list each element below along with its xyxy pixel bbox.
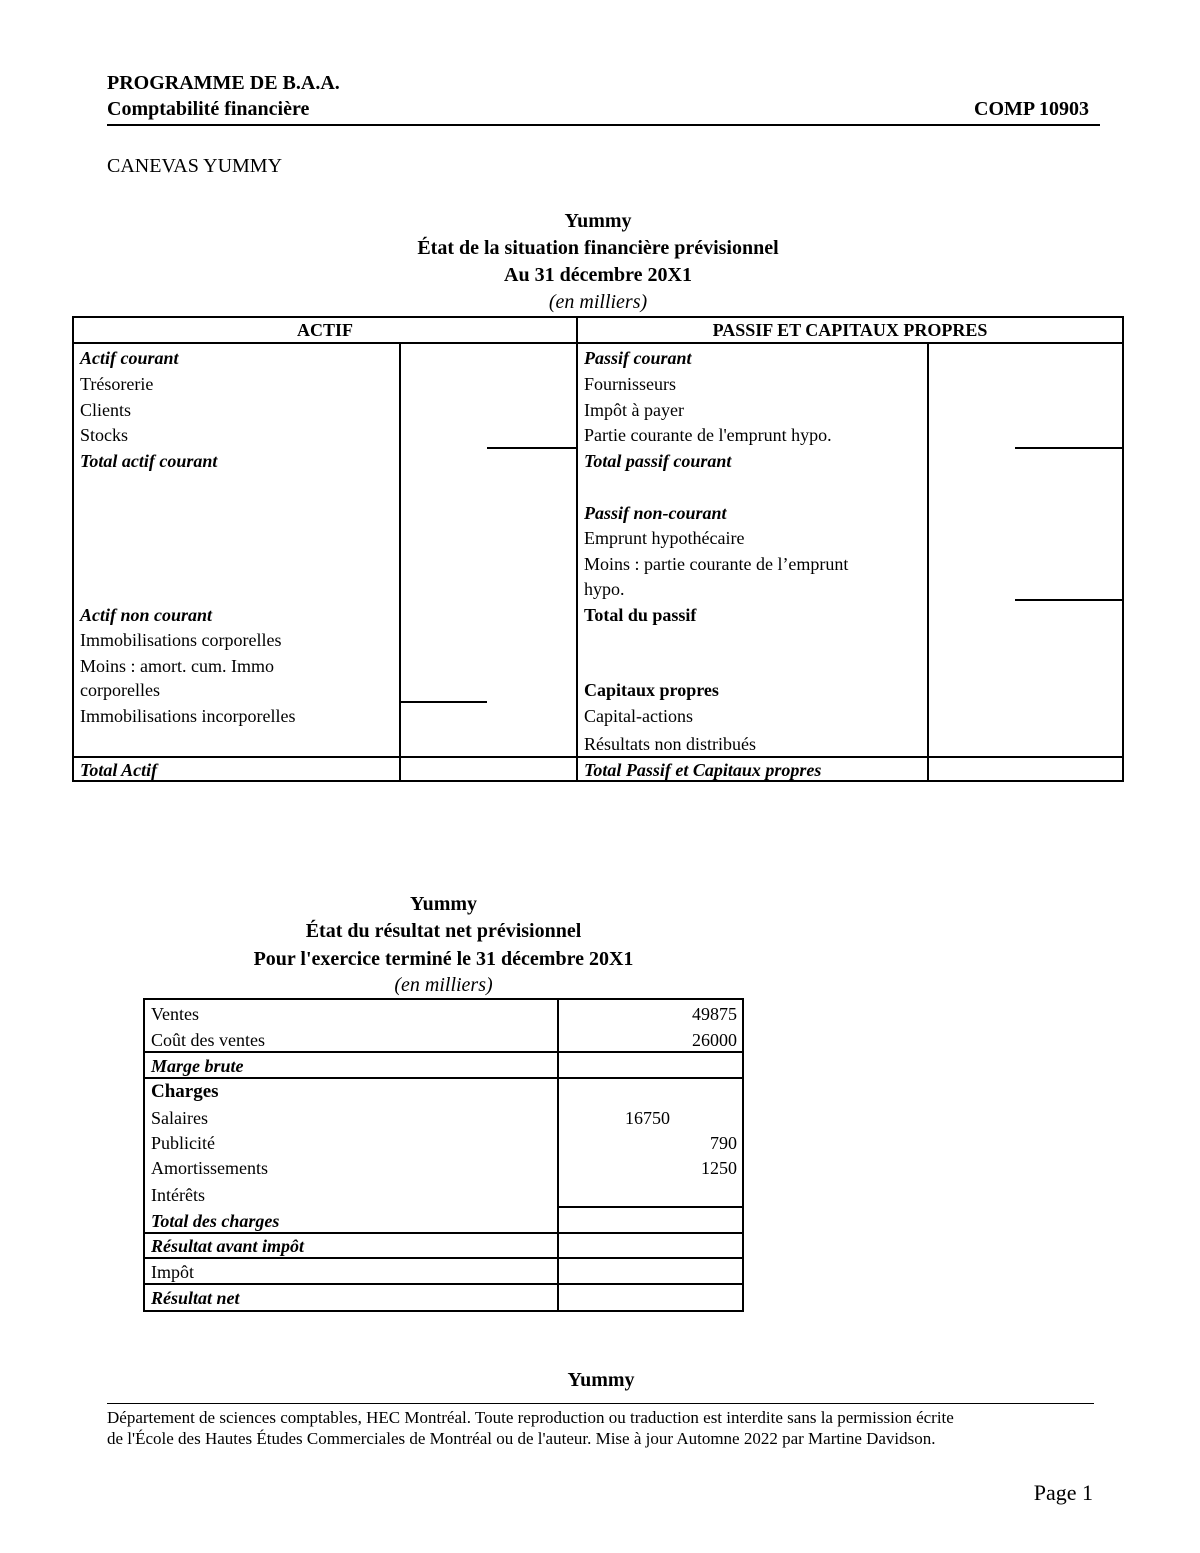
actif-non-courant-heading: Actif non courant bbox=[80, 605, 213, 625]
tresorerie-label: Trésorerie bbox=[80, 374, 154, 394]
actif-header: ACTIF bbox=[296, 320, 353, 340]
right-amount-divider bbox=[927, 342, 929, 780]
bs-units: (en milliers) bbox=[548, 291, 648, 313]
amort-cum-label-2: corporelles bbox=[80, 680, 160, 700]
cout-des-ventes-label: Coût des ventes bbox=[151, 1030, 265, 1050]
row-divider bbox=[145, 1051, 742, 1053]
third-section-title: Yummy bbox=[567, 1369, 635, 1391]
is-company: Yummy bbox=[409, 893, 478, 915]
capital-actions-label: Capital-actions bbox=[584, 706, 693, 726]
clients-label: Clients bbox=[80, 400, 132, 420]
page-number: Page 1 bbox=[1033, 1480, 1093, 1505]
header-row-divider bbox=[74, 342, 1122, 344]
passif-non-courant-heading: Passif non-courant bbox=[584, 503, 727, 523]
partie-courante-label: Partie courante de l'emprunt hypo. bbox=[584, 425, 832, 445]
is-units: (en milliers) bbox=[394, 974, 493, 996]
subtotal-line bbox=[487, 447, 576, 449]
total-actif-courant-label: Total actif courant bbox=[80, 451, 218, 471]
passif-header: PASSIF ET CAPITAUX PROPRES bbox=[712, 320, 988, 340]
amort-cum-label-1: Moins : amort. cum. Immo bbox=[80, 656, 274, 676]
subtotal-line bbox=[401, 701, 487, 703]
row-divider bbox=[145, 1283, 742, 1285]
resultats-non-distribues-label: Résultats non distribués bbox=[584, 734, 756, 754]
bs-title: État de la situation financière prévisionnel bbox=[417, 237, 779, 259]
cout-des-ventes-value: 26000 bbox=[692, 1030, 737, 1050]
resultat-net-label: Résultat net bbox=[151, 1288, 240, 1308]
total-passif-courant-label: Total passif courant bbox=[584, 451, 732, 471]
moins-partie-courante-label-2: hypo. bbox=[584, 579, 625, 599]
total-des-charges-label: Total des charges bbox=[151, 1211, 280, 1231]
marge-brute-label: Marge brute bbox=[151, 1056, 244, 1076]
document-title: CANEVAS YUMMY bbox=[107, 155, 283, 177]
row-divider bbox=[145, 1232, 742, 1234]
capitaux-propres-heading: Capitaux propres bbox=[584, 680, 719, 700]
amortissements-label: Amortissements bbox=[151, 1158, 268, 1178]
stocks-label: Stocks bbox=[80, 425, 129, 445]
total-row-divider bbox=[74, 756, 1122, 758]
resultat-avant-impot-label: Résultat avant impôt bbox=[151, 1236, 305, 1256]
income-statement-table bbox=[143, 998, 744, 1312]
impot-label: Impôt bbox=[151, 1262, 194, 1282]
left-amount-divider bbox=[399, 342, 401, 780]
ventes-label: Ventes bbox=[151, 1004, 199, 1024]
bs-company: Yummy bbox=[564, 210, 632, 232]
footer-line-2: de l'École des Hautes Études Commerciales de Montréal ou de l'auteur. Mise à jour Automne 2022 par Martine Davidson. bbox=[107, 1429, 936, 1448]
total-passif-label: Total du passif bbox=[584, 605, 697, 625]
total-passif-capitaux-label: Total Passif et Capitaux propres bbox=[584, 760, 822, 780]
footer-text bbox=[107, 1407, 1097, 1449]
actif-courant-heading: Actif courant bbox=[80, 348, 179, 368]
is-title: État du résultat net prévisionnel bbox=[305, 920, 582, 942]
publicite-value: 790 bbox=[710, 1133, 737, 1153]
publicite-label: Publicité bbox=[151, 1133, 215, 1153]
salaires-label: Salaires bbox=[151, 1108, 208, 1128]
subtotal-line bbox=[1015, 599, 1122, 601]
amortissements-value: 1250 bbox=[701, 1158, 737, 1178]
course-code: COMP 10903 bbox=[974, 98, 1089, 120]
emprunt-hypothecaire-label: Emprunt hypothécaire bbox=[584, 528, 745, 548]
impot-a-payer-label: Impôt à payer bbox=[584, 400, 684, 420]
center-divider bbox=[576, 318, 578, 780]
bs-date: Au 31 décembre 20X1 bbox=[504, 264, 692, 286]
immo-corporelles-label: Immobilisations corporelles bbox=[80, 630, 282, 650]
interets-label: Intérêts bbox=[151, 1185, 205, 1205]
footer-line-1: Département de sciences comptables, HEC Montréal. Toute reproduction ou traduction est interdite sans la permission écrite bbox=[107, 1408, 954, 1427]
row-divider bbox=[557, 1206, 742, 1208]
program-title: PROGRAMME DE B.A.A. bbox=[107, 72, 340, 94]
footer-divider bbox=[107, 1403, 1094, 1404]
course-title: Comptabilité financière bbox=[107, 98, 310, 120]
row-divider bbox=[145, 1257, 742, 1259]
ventes-value: 49875 bbox=[692, 1004, 737, 1024]
balance-sheet-table bbox=[72, 316, 1124, 782]
subtotal-line bbox=[1015, 447, 1122, 449]
row-divider bbox=[145, 1077, 742, 1079]
is-period: Pour l'exercice terminé le 31 décembre 20X1 bbox=[253, 948, 634, 970]
fournisseurs-label: Fournisseurs bbox=[584, 374, 677, 394]
total-actif-label: Total Actif bbox=[80, 760, 158, 780]
salaires-value: 16750 bbox=[625, 1108, 670, 1128]
passif-courant-heading: Passif courant bbox=[584, 348, 692, 368]
charges-heading: Charges bbox=[151, 1081, 219, 1102]
header-divider bbox=[107, 124, 1100, 126]
moins-partie-courante-label-1: Moins : partie courante de l’emprunt bbox=[584, 554, 849, 574]
immo-incorporelles-label: Immobilisations incorporelles bbox=[80, 706, 296, 726]
